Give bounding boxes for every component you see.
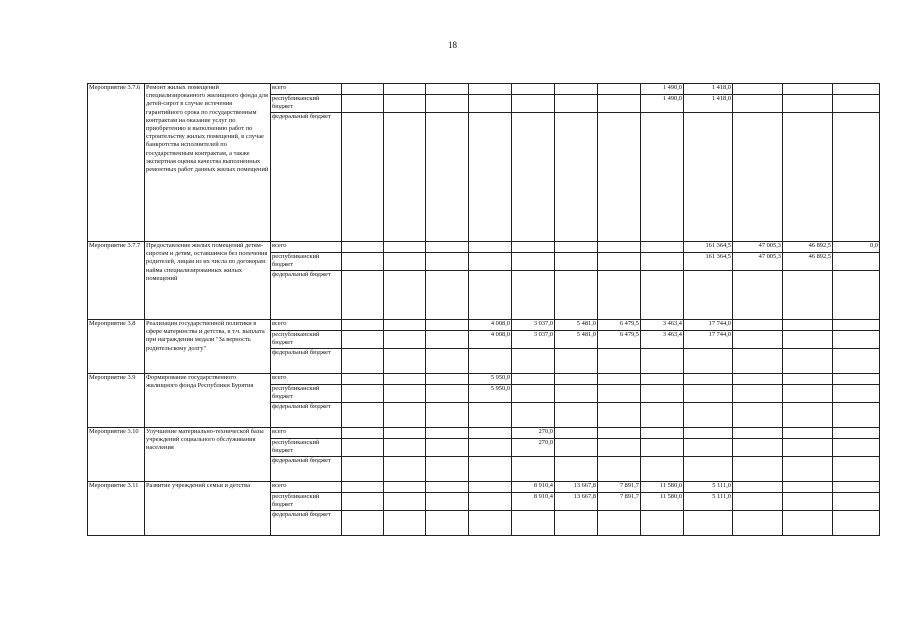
funding-value-cell (783, 113, 833, 242)
funding-value-cell (469, 511, 512, 536)
funding-value-cell (342, 331, 384, 349)
funding-value-cell: 161 364,5 (684, 242, 733, 253)
funding-value-cell (426, 493, 469, 511)
funding-value-cell (641, 113, 684, 242)
measure-description: Ремонт жилых помещений специализированного жилищного фонда для детей-сирот в случае истечения гарантийного срока по государственным контрактам на оказание услуг по приобретению и выполнению работ по строительству жилых помещений, в случае банкротства исполнителей по государственным контрактам, а также экспертная оценка качества выполненных ремонтных работ данных жилых помещений (145, 84, 271, 242)
funding-value-cell (555, 95, 598, 113)
funding-value-cell (598, 253, 641, 271)
funding-value-cell (426, 428, 469, 439)
funding-value-cell (833, 457, 880, 482)
funding-value-cell (684, 457, 733, 482)
funding-source: республиканский бюджет (271, 95, 342, 113)
funding-value-cell: 5 111,0 (684, 493, 733, 511)
funding-value-cell (469, 457, 512, 482)
funding-value-cell (684, 428, 733, 439)
funding-value-cell (684, 271, 733, 320)
funding-value-cell (833, 374, 880, 385)
funding-value-cell (426, 403, 469, 428)
funding-value-cell (598, 403, 641, 428)
funding-value-cell: 161 364,5 (684, 253, 733, 271)
funding-value-cell: 46 892,5 (783, 253, 833, 271)
funding-value-cell (469, 349, 512, 374)
funding-value-cell (641, 428, 684, 439)
funding-value-cell (684, 349, 733, 374)
funding-value-cell (342, 113, 384, 242)
funding-value-cell (469, 428, 512, 439)
funding-source: республиканский бюджет (271, 385, 342, 403)
funding-value-cell (783, 511, 833, 536)
funding-value-cell (733, 320, 783, 331)
funding-value-cell (833, 320, 880, 331)
funding-value-cell (833, 113, 880, 242)
funding-value-cell (384, 113, 426, 242)
funding-value-cell (342, 403, 384, 428)
funding-value-cell (833, 493, 880, 511)
funding-value-cell (598, 428, 641, 439)
funding-value-cell: 5 950,0 (469, 374, 512, 385)
funding-value-cell (384, 95, 426, 113)
funding-value-cell (469, 493, 512, 511)
funding-value-cell (342, 242, 384, 253)
funding-value-cell (641, 439, 684, 457)
funding-value-cell (342, 95, 384, 113)
funding-value-cell: 5 950,0 (469, 385, 512, 403)
funding-source: республиканский бюджет (271, 493, 342, 511)
page-number: 18 (448, 40, 457, 50)
funding-value-cell (833, 271, 880, 320)
funding-value-cell (384, 253, 426, 271)
funding-value-cell (426, 95, 469, 113)
measure-description: Предоставление жилых помещений детям-сиротам и детям, оставшимся без попечения родителей, лицам из их числа по договорам найма специализированных жилых помещений (145, 242, 271, 320)
funding-value-cell (342, 374, 384, 385)
funding-value-cell: 46 892,5 (783, 242, 833, 253)
funding-value-cell (684, 511, 733, 536)
funding-value-cell (426, 84, 469, 95)
funding-value-cell (342, 385, 384, 403)
funding-value-cell (426, 457, 469, 482)
funding-value-cell (384, 511, 426, 536)
funding-value-cell (555, 457, 598, 482)
funding-value-cell (783, 493, 833, 511)
funding-value-cell (512, 511, 555, 536)
funding-value-cell (783, 374, 833, 385)
funding-value-cell (512, 349, 555, 374)
funding-value-cell (469, 403, 512, 428)
funding-value-cell (641, 271, 684, 320)
funding-value-cell (426, 320, 469, 331)
funding-value-cell (512, 253, 555, 271)
funding-value-cell (469, 482, 512, 493)
funding-value-cell (342, 482, 384, 493)
funding-value-cell: 6 479,5 (598, 320, 641, 331)
measure-code: Мероприятие 3.7.7 (88, 242, 145, 320)
funding-value-cell (555, 271, 598, 320)
measure-code: Мероприятие 3.11 (88, 482, 145, 536)
funding-value-cell (641, 374, 684, 385)
funding-value-cell (598, 511, 641, 536)
funding-value-cell: 11 580,0 (641, 493, 684, 511)
measure-description: Развитие учреждений семьи и детства (145, 482, 271, 536)
funding-value-cell: 3 037,0 (512, 320, 555, 331)
funding-value-cell (598, 271, 641, 320)
funding-source: всего (271, 84, 342, 95)
funding-value-cell (555, 439, 598, 457)
funding-value-cell (783, 271, 833, 320)
funding-source: всего (271, 242, 342, 253)
funding-value-cell (783, 385, 833, 403)
funding-value-cell: 13 667,8 (555, 493, 598, 511)
funding-value-cell (733, 113, 783, 242)
funding-value-cell (426, 374, 469, 385)
funding-value-cell (384, 349, 426, 374)
funding-value-cell (384, 320, 426, 331)
funding-value-cell: 11 580,0 (641, 482, 684, 493)
funding-value-cell (684, 403, 733, 428)
funding-value-cell (469, 95, 512, 113)
funding-value-cell (783, 95, 833, 113)
measure-code: Мероприятие 3.7.6 (88, 84, 145, 242)
funding-value-cell (555, 84, 598, 95)
funding-value-cell (783, 403, 833, 428)
funding-value-cell (641, 403, 684, 428)
funding-source: федеральный бюджет (271, 271, 342, 320)
table-row (88, 482, 880, 493)
funding-value-cell (342, 84, 384, 95)
funding-value-cell (733, 349, 783, 374)
funding-value-cell (384, 439, 426, 457)
funding-value-cell: 1 490,0 (641, 95, 684, 113)
funding-value-cell (733, 511, 783, 536)
funding-value-cell (512, 84, 555, 95)
funding-value-cell (783, 482, 833, 493)
funding-value-cell (733, 374, 783, 385)
measure-description: Формирование государственного жилищного фонда Республики Бурятия (145, 374, 271, 428)
funding-value-cell: 3 463,4 (641, 320, 684, 331)
funding-value-cell (342, 271, 384, 320)
funding-value-cell (641, 253, 684, 271)
funding-value-cell: 47 005,3 (733, 253, 783, 271)
funding-value-cell: 4 008,0 (469, 331, 512, 349)
funding-value-cell (641, 511, 684, 536)
funding-value-cell (733, 403, 783, 428)
funding-value-cell: 1 418,0 (684, 84, 733, 95)
funding-value-cell (469, 113, 512, 242)
funding-value-cell (342, 511, 384, 536)
funding-value-cell (384, 428, 426, 439)
funding-value-cell (833, 253, 880, 271)
funding-value-cell (833, 385, 880, 403)
funding-value-cell (684, 113, 733, 242)
funding-source: республиканский бюджет (271, 439, 342, 457)
funding-value-cell (384, 482, 426, 493)
funding-value-cell (426, 482, 469, 493)
funding-value-cell (384, 374, 426, 385)
funding-value-cell (783, 84, 833, 95)
table-row (88, 242, 880, 253)
funding-value-cell: 17 744,0 (684, 331, 733, 349)
measure-description: Реализация государственной политики в сфере материнства и детства, в т.ч. выплата при награждении медали "За верность родительскому долгу" (145, 320, 271, 374)
funding-value-cell (598, 113, 641, 242)
funding-value-cell (783, 439, 833, 457)
funding-value-cell (598, 385, 641, 403)
funding-value-cell (512, 457, 555, 482)
funding-value-cell (783, 349, 833, 374)
funding-value-cell (733, 493, 783, 511)
measure-code: Мероприятие 3.8 (88, 320, 145, 374)
funding-value-cell: 6 479,5 (598, 331, 641, 349)
funding-value-cell (555, 242, 598, 253)
measure-code: Мероприятие 3.10 (88, 428, 145, 482)
funding-value-cell (384, 84, 426, 95)
funding-value-cell (783, 428, 833, 439)
funding-value-cell (426, 349, 469, 374)
funding-value-cell (512, 95, 555, 113)
funding-value-cell: 5 481,0 (555, 320, 598, 331)
program-measures-table (87, 83, 880, 536)
funding-value-cell: 1 418,0 (684, 95, 733, 113)
funding-value-cell (384, 242, 426, 253)
funding-value-cell: 17 744,0 (684, 320, 733, 331)
funding-value-cell (641, 385, 684, 403)
funding-value-cell (512, 403, 555, 428)
funding-value-cell (733, 84, 783, 95)
funding-value-cell (833, 403, 880, 428)
table-row (88, 84, 880, 95)
funding-value-cell: 47 005,3 (733, 242, 783, 253)
funding-value-cell: 13 667,8 (555, 482, 598, 493)
funding-value-cell (342, 349, 384, 374)
funding-value-cell: 270,0 (512, 439, 555, 457)
funding-source: всего (271, 320, 342, 331)
funding-value-cell: 270,0 (512, 428, 555, 439)
funding-value-cell (733, 457, 783, 482)
funding-value-cell: 8 910,4 (512, 482, 555, 493)
funding-value-cell (833, 331, 880, 349)
funding-value-cell (641, 457, 684, 482)
funding-value-cell: 0,0 (833, 242, 880, 253)
funding-source: республиканский бюджет (271, 331, 342, 349)
funding-value-cell (598, 439, 641, 457)
funding-value-cell (833, 511, 880, 536)
funding-value-cell (733, 482, 783, 493)
funding-value-cell (833, 84, 880, 95)
funding-value-cell (426, 439, 469, 457)
funding-value-cell (342, 253, 384, 271)
funding-value-cell (733, 439, 783, 457)
funding-value-cell (783, 320, 833, 331)
funding-value-cell (684, 385, 733, 403)
funding-value-cell (342, 428, 384, 439)
funding-value-cell (555, 374, 598, 385)
funding-source: всего (271, 482, 342, 493)
funding-value-cell (833, 349, 880, 374)
funding-value-cell (641, 242, 684, 253)
funding-value-cell: 4 008,0 (469, 320, 512, 331)
funding-source: всего (271, 428, 342, 439)
funding-value-cell: 3 037,0 (512, 331, 555, 349)
funding-value-cell (598, 457, 641, 482)
funding-value-cell (512, 374, 555, 385)
funding-value-cell (833, 439, 880, 457)
funding-value-cell (384, 403, 426, 428)
funding-value-cell (733, 95, 783, 113)
table-row (88, 320, 880, 331)
funding-value-cell (426, 271, 469, 320)
funding-source: федеральный бюджет (271, 349, 342, 374)
funding-source: федеральный бюджет (271, 511, 342, 536)
funding-value-cell (555, 385, 598, 403)
funding-value-cell (342, 493, 384, 511)
funding-value-cell (384, 385, 426, 403)
funding-value-cell: 5 481,0 (555, 331, 598, 349)
funding-value-cell (469, 253, 512, 271)
funding-value-cell (426, 511, 469, 536)
funding-value-cell (555, 511, 598, 536)
funding-value-cell (426, 242, 469, 253)
funding-value-cell (426, 385, 469, 403)
funding-value-cell (384, 331, 426, 349)
funding-value-cell (342, 320, 384, 331)
funding-value-cell (384, 271, 426, 320)
table-row (88, 428, 880, 439)
funding-value-cell (733, 385, 783, 403)
funding-source: федеральный бюджет (271, 403, 342, 428)
table-row (88, 374, 880, 385)
funding-value-cell (598, 374, 641, 385)
funding-source: федеральный бюджет (271, 113, 342, 242)
funding-value-cell (555, 403, 598, 428)
funding-value-cell (512, 385, 555, 403)
funding-value-cell (684, 439, 733, 457)
funding-value-cell: 7 891,7 (598, 482, 641, 493)
funding-value-cell (512, 271, 555, 320)
funding-value-cell (598, 84, 641, 95)
funding-source: республиканский бюджет (271, 253, 342, 271)
funding-value-cell (384, 457, 426, 482)
funding-value-cell (598, 95, 641, 113)
funding-value-cell: 5 111,0 (684, 482, 733, 493)
funding-value-cell: 1 490,0 (641, 84, 684, 95)
funding-value-cell (598, 349, 641, 374)
funding-value-cell (426, 113, 469, 242)
funding-value-cell (469, 242, 512, 253)
funding-value-cell (833, 428, 880, 439)
funding-value-cell (426, 331, 469, 349)
measure-code: Мероприятие 3.9 (88, 374, 145, 428)
funding-value-cell (469, 271, 512, 320)
funding-value-cell (469, 439, 512, 457)
funding-value-cell (833, 95, 880, 113)
funding-value-cell (555, 113, 598, 242)
funding-value-cell (733, 428, 783, 439)
funding-value-cell (342, 457, 384, 482)
measure-description: Улучшение материально-технической базы учреждений социального обслуживания населения (145, 428, 271, 482)
funding-source: всего (271, 374, 342, 385)
funding-value-cell (833, 482, 880, 493)
funding-value-cell (342, 439, 384, 457)
funding-value-cell (512, 242, 555, 253)
funding-value-cell (641, 349, 684, 374)
funding-value-cell: 7 891,7 (598, 493, 641, 511)
funding-source: федеральный бюджет (271, 457, 342, 482)
funding-value-cell: 8 910,4 (512, 493, 555, 511)
funding-value-cell: 3 463,4 (641, 331, 684, 349)
funding-value-cell (512, 113, 555, 242)
funding-value-cell (384, 493, 426, 511)
funding-value-cell (733, 331, 783, 349)
funding-value-cell (469, 84, 512, 95)
funding-value-cell (783, 457, 833, 482)
funding-value-cell (555, 349, 598, 374)
funding-value-cell (783, 331, 833, 349)
funding-value-cell (555, 253, 598, 271)
funding-value-cell (598, 242, 641, 253)
funding-value-cell (684, 374, 733, 385)
funding-value-cell (733, 271, 783, 320)
funding-value-cell (426, 253, 469, 271)
funding-value-cell (555, 428, 598, 439)
